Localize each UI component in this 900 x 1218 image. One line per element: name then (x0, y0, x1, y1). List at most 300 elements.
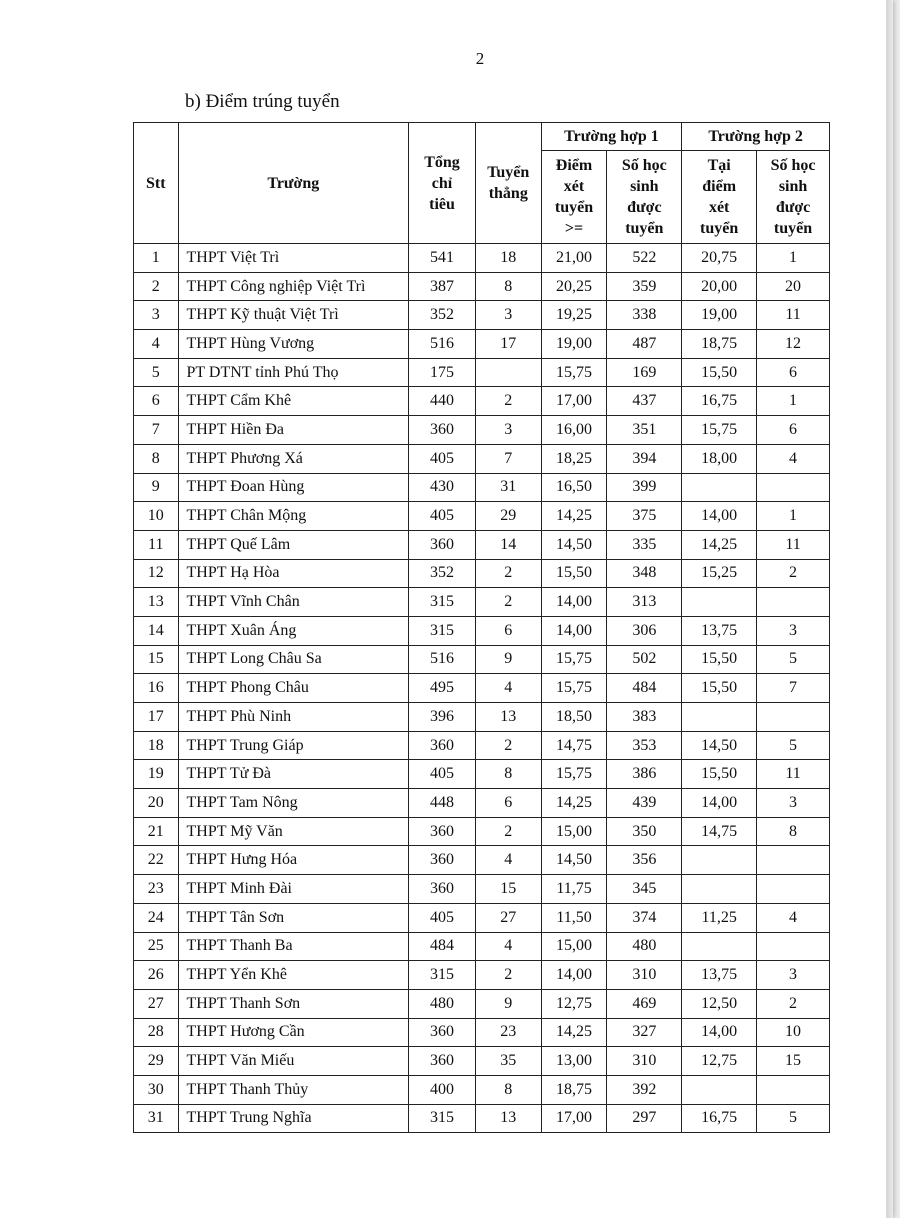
cell-case1-count: 437 (607, 387, 682, 416)
cell-case1-score: 15,75 (541, 674, 607, 703)
cell-total-quota: 360 (409, 875, 476, 904)
table-row (134, 645, 830, 674)
cell-case1-count: 306 (607, 616, 682, 645)
cell-case2-score: 18,00 (682, 444, 757, 473)
header-line: sinh (778, 178, 808, 195)
cell-case1-score: 21,00 (541, 244, 607, 273)
cell-case1-score: 18,75 (541, 1075, 607, 1104)
cell-direct-admission: 3 (475, 416, 541, 445)
cell-case2-score (682, 932, 757, 961)
cell-total-quota: 360 (409, 530, 476, 559)
table-row (134, 272, 830, 301)
cell-case1-score: 15,75 (541, 760, 607, 789)
cell-school: THPT Thanh Thủy (178, 1075, 409, 1104)
cell-case1-score: 15,75 (541, 358, 607, 387)
cell-stt: 4 (134, 330, 179, 359)
cell-case2-count: 2 (757, 559, 830, 588)
cell-case2-count (757, 875, 830, 904)
cell-case2-count: 4 (757, 444, 830, 473)
cell-case1-count: 338 (607, 301, 682, 330)
header-line: xét (708, 199, 730, 216)
cell-case2-score: 19,00 (682, 301, 757, 330)
table-row (134, 674, 830, 703)
cell-school: THPT Xuân Áng (178, 616, 409, 645)
cell-stt: 15 (134, 645, 179, 674)
cell-case2-score (682, 875, 757, 904)
cell-case2-count: 4 (757, 903, 830, 932)
cell-case1-score: 19,25 (541, 301, 607, 330)
cell-stt: 16 (134, 674, 179, 703)
cell-school: THPT Hùng Vương (178, 330, 409, 359)
cell-stt: 18 (134, 731, 179, 760)
cell-direct-admission: 8 (475, 760, 541, 789)
cell-direct-admission: 31 (475, 473, 541, 502)
cell-case1-score: 19,00 (541, 330, 607, 359)
header-case1-score (541, 151, 607, 244)
cell-school: PT DTNT tỉnh Phú Thọ (178, 358, 409, 387)
table-row (134, 358, 830, 387)
cell-stt: 1 (134, 244, 179, 273)
header-line: được (775, 199, 811, 216)
cell-total-quota: 315 (409, 961, 476, 990)
cell-stt: 29 (134, 1047, 179, 1076)
cell-case2-count (757, 932, 830, 961)
cell-case1-count: 469 (607, 989, 682, 1018)
cell-total-quota: 541 (409, 244, 476, 273)
cell-total-quota: 495 (409, 674, 476, 703)
cell-total-quota: 360 (409, 731, 476, 760)
cell-case2-score (682, 473, 757, 502)
cell-direct-admission: 6 (475, 789, 541, 818)
cell-case2-score: 12,50 (682, 989, 757, 1018)
cell-case1-score: 14,25 (541, 789, 607, 818)
cell-school: THPT Trung Nghĩa (178, 1104, 409, 1133)
cell-case1-count: 399 (607, 473, 682, 502)
cell-case2-count (757, 1075, 830, 1104)
cell-case2-count: 12 (757, 330, 830, 359)
cell-direct-admission (475, 358, 541, 387)
table-row (134, 817, 830, 846)
cell-direct-admission: 27 (475, 903, 541, 932)
cell-case1-count: 345 (607, 875, 682, 904)
cell-stt: 11 (134, 530, 179, 559)
cell-case2-score: 15,75 (682, 416, 757, 445)
cell-case2-score: 14,75 (682, 817, 757, 846)
cell-case1-score: 18,25 (541, 444, 607, 473)
cell-case2-score: 20,75 (682, 244, 757, 273)
cell-school: THPT Hương Cần (178, 1018, 409, 1047)
table-row (134, 1018, 830, 1047)
cell-stt: 6 (134, 387, 179, 416)
cell-direct-admission: 13 (475, 703, 541, 732)
header-direct-admission-line: thẳng (488, 185, 528, 202)
cell-direct-admission: 3 (475, 301, 541, 330)
cell-total-quota: 360 (409, 846, 476, 875)
table-row (134, 473, 830, 502)
cell-case2-count (757, 846, 830, 875)
cell-direct-admission: 2 (475, 961, 541, 990)
header-line: tuyển (773, 220, 813, 237)
cell-school: THPT Quế Lâm (178, 530, 409, 559)
cell-case1-count: 327 (607, 1018, 682, 1047)
table-row (134, 330, 830, 359)
header-line: tuyển (625, 220, 664, 237)
cell-case1-count: 502 (607, 645, 682, 674)
cell-school: THPT Đoan Hùng (178, 473, 409, 502)
cell-direct-admission: 9 (475, 645, 541, 674)
cell-school: THPT Kỹ thuật Việt Trì (178, 301, 409, 330)
header-case2-count (757, 151, 830, 244)
table-row (134, 244, 830, 273)
header-line: >= (564, 220, 584, 237)
cell-school: THPT Việt Trì (178, 244, 409, 273)
cell-case1-count: 356 (607, 846, 682, 875)
cell-direct-admission: 4 (475, 674, 541, 703)
cell-case2-count: 5 (757, 645, 830, 674)
cell-stt: 27 (134, 989, 179, 1018)
cell-school: THPT Minh Đài (178, 875, 409, 904)
cell-school: THPT Cẩm Khê (178, 387, 409, 416)
table-row (134, 301, 830, 330)
header-line: xét (563, 178, 585, 195)
cell-total-quota: 352 (409, 301, 476, 330)
cell-case2-count: 1 (757, 244, 830, 273)
cell-case2-score: 14,00 (682, 502, 757, 531)
cell-direct-admission: 14 (475, 530, 541, 559)
cell-case2-score: 18,75 (682, 330, 757, 359)
header-line: Số học (621, 157, 667, 174)
cell-case2-count: 6 (757, 358, 830, 387)
cell-school: THPT Hiền Đa (178, 416, 409, 445)
cell-case2-score: 14,00 (682, 789, 757, 818)
cell-school: THPT Công nghiệp Việt Trì (178, 272, 409, 301)
cell-case1-score: 14,00 (541, 616, 607, 645)
cell-case2-count: 15 (757, 1047, 830, 1076)
cell-total-quota: 516 (409, 330, 476, 359)
header-total-quota-line: chỉ (431, 174, 453, 192)
cell-case2-score: 14,00 (682, 1018, 757, 1047)
table-row (134, 961, 830, 990)
table-row (134, 846, 830, 875)
cell-direct-admission: 18 (475, 244, 541, 273)
cell-case2-count: 20 (757, 272, 830, 301)
cell-direct-admission: 2 (475, 731, 541, 760)
cell-school: THPT Tân Sơn (178, 903, 409, 932)
cell-case1-count: 335 (607, 530, 682, 559)
table-row (134, 588, 830, 617)
table-row (134, 444, 830, 473)
cell-total-quota: 448 (409, 789, 476, 818)
cell-direct-admission: 17 (475, 330, 541, 359)
cell-case1-count: 353 (607, 731, 682, 760)
cell-case2-count: 2 (757, 989, 830, 1018)
header-line: tuyển (554, 199, 594, 216)
page-edge (886, 0, 893, 1218)
cell-case1-score: 15,50 (541, 559, 607, 588)
cell-stt: 9 (134, 473, 179, 502)
cell-case2-score: 14,50 (682, 731, 757, 760)
cell-stt: 30 (134, 1075, 179, 1104)
cell-case1-score: 14,25 (541, 1018, 607, 1047)
cell-stt: 12 (134, 559, 179, 588)
table-row (134, 1104, 830, 1133)
cell-case2-count (757, 588, 830, 617)
cell-stt: 7 (134, 416, 179, 445)
cell-case1-score: 11,75 (541, 875, 607, 904)
cell-case1-count: 487 (607, 330, 682, 359)
cell-total-quota: 405 (409, 444, 476, 473)
cell-total-quota: 405 (409, 760, 476, 789)
cell-school: THPT Trung Giáp (178, 731, 409, 760)
cell-total-quota: 352 (409, 559, 476, 588)
cell-stt: 23 (134, 875, 179, 904)
cell-total-quota: 360 (409, 416, 476, 445)
cell-case1-score: 16,50 (541, 473, 607, 502)
table-row (134, 789, 830, 818)
cell-total-quota: 405 (409, 903, 476, 932)
cell-stt: 8 (134, 444, 179, 473)
cell-direct-admission: 13 (475, 1104, 541, 1133)
header-line: được (627, 199, 662, 216)
table-body (134, 244, 830, 1133)
header-line: Số học (770, 157, 816, 174)
cell-case2-score: 13,75 (682, 616, 757, 645)
cell-case1-count: 484 (607, 674, 682, 703)
cell-total-quota: 400 (409, 1075, 476, 1104)
cell-case1-score: 15,00 (541, 932, 607, 961)
cell-case1-score: 18,50 (541, 703, 607, 732)
cell-school: THPT Yển Khê (178, 961, 409, 990)
cell-case2-score: 14,25 (682, 530, 757, 559)
cell-case1-count: 522 (607, 244, 682, 273)
table-row (134, 989, 830, 1018)
cell-case1-count: 383 (607, 703, 682, 732)
cell-total-quota: 440 (409, 387, 476, 416)
cell-stt: 3 (134, 301, 179, 330)
cell-total-quota: 430 (409, 473, 476, 502)
cell-school: THPT Hưng Hóa (178, 846, 409, 875)
cell-case1-count: 386 (607, 760, 682, 789)
cell-case2-score: 15,50 (682, 674, 757, 703)
cell-case2-score: 20,00 (682, 272, 757, 301)
header-stt: Stt (134, 123, 179, 244)
cell-total-quota: 315 (409, 588, 476, 617)
cell-case1-count: 375 (607, 502, 682, 531)
header-direct-admission-line: Tuyển (487, 164, 530, 181)
cell-case2-count: 1 (757, 387, 830, 416)
cell-stt: 25 (134, 932, 179, 961)
cell-case2-score (682, 588, 757, 617)
cell-case2-count: 3 (757, 789, 830, 818)
table-row (134, 1075, 830, 1104)
cell-direct-admission: 2 (475, 817, 541, 846)
table-row (134, 387, 830, 416)
cell-total-quota: 387 (409, 272, 476, 301)
cell-case1-score: 15,75 (541, 645, 607, 674)
cell-case1-count: 313 (607, 588, 682, 617)
table-row (134, 1047, 830, 1076)
cell-case2-score: 15,50 (682, 358, 757, 387)
cell-case1-score: 14,75 (541, 731, 607, 760)
cell-case2-score (682, 846, 757, 875)
cell-case1-count: 350 (607, 817, 682, 846)
cell-case2-score: 12,75 (682, 1047, 757, 1076)
cell-case2-count: 6 (757, 416, 830, 445)
table-row (134, 502, 830, 531)
cell-school: THPT Hạ Hòa (178, 559, 409, 588)
cell-case2-count (757, 703, 830, 732)
cell-case1-count: 394 (607, 444, 682, 473)
cell-school: THPT Thanh Ba (178, 932, 409, 961)
cell-stt: 31 (134, 1104, 179, 1133)
cell-case1-score: 13,00 (541, 1047, 607, 1076)
table-row (134, 875, 830, 904)
cell-direct-admission: 7 (475, 444, 541, 473)
header-case2-score (682, 151, 757, 244)
cell-school: THPT Phương Xá (178, 444, 409, 473)
cell-direct-admission: 9 (475, 989, 541, 1018)
header-total-quota (409, 123, 476, 244)
cell-school: THPT Long Châu Sa (178, 645, 409, 674)
cell-case2-score: 13,75 (682, 961, 757, 990)
admission-scores-table (133, 122, 830, 1133)
cell-case2-count: 10 (757, 1018, 830, 1047)
cell-case1-score: 12,75 (541, 989, 607, 1018)
cell-case2-count: 11 (757, 301, 830, 330)
cell-case2-count: 3 (757, 961, 830, 990)
cell-case1-count: 374 (607, 903, 682, 932)
cell-case2-score: 15,50 (682, 760, 757, 789)
cell-case2-score: 11,25 (682, 903, 757, 932)
cell-case2-count (757, 473, 830, 502)
cell-case2-score: 16,75 (682, 1104, 757, 1133)
header-total-quota-line: Tổng (424, 153, 460, 171)
cell-direct-admission: 29 (475, 502, 541, 531)
table-row (134, 760, 830, 789)
cell-stt: 5 (134, 358, 179, 387)
header-case1-count (607, 151, 682, 244)
cell-school: THPT Phù Ninh (178, 703, 409, 732)
cell-case1-score: 17,00 (541, 1104, 607, 1133)
table-row (134, 903, 830, 932)
cell-school: THPT Chân Mộng (178, 502, 409, 531)
cell-stt: 24 (134, 903, 179, 932)
cell-case2-score: 15,50 (682, 645, 757, 674)
table-row (134, 703, 830, 732)
cell-stt: 13 (134, 588, 179, 617)
cell-total-quota: 175 (409, 358, 476, 387)
cell-case1-score: 14,00 (541, 588, 607, 617)
cell-case1-count: 348 (607, 559, 682, 588)
cell-total-quota: 516 (409, 645, 476, 674)
cell-case2-count: 3 (757, 616, 830, 645)
cell-case1-score: 16,00 (541, 416, 607, 445)
cell-case1-score: 11,50 (541, 903, 607, 932)
cell-case2-count: 5 (757, 731, 830, 760)
cell-case1-count: 359 (607, 272, 682, 301)
cell-direct-admission: 6 (475, 616, 541, 645)
cell-case2-score: 16,75 (682, 387, 757, 416)
cell-total-quota: 360 (409, 817, 476, 846)
cell-direct-admission: 35 (475, 1047, 541, 1076)
cell-total-quota: 360 (409, 1047, 476, 1076)
cell-stt: 20 (134, 789, 179, 818)
cell-case1-count: 310 (607, 961, 682, 990)
cell-direct-admission: 23 (475, 1018, 541, 1047)
cell-case2-count: 1 (757, 502, 830, 531)
cell-total-quota: 315 (409, 1104, 476, 1133)
cell-direct-admission: 8 (475, 1075, 541, 1104)
cell-direct-admission: 8 (475, 272, 541, 301)
cell-direct-admission: 15 (475, 875, 541, 904)
header-direct-admission (475, 123, 541, 244)
cell-stt: 26 (134, 961, 179, 990)
cell-direct-admission: 2 (475, 559, 541, 588)
cell-total-quota: 484 (409, 932, 476, 961)
header-line: tuyển (700, 220, 739, 237)
cell-case2-count: 5 (757, 1104, 830, 1133)
header-line: điểm (702, 178, 737, 195)
cell-total-quota: 480 (409, 989, 476, 1018)
table-row (134, 731, 830, 760)
cell-direct-admission: 2 (475, 588, 541, 617)
table-row (134, 559, 830, 588)
header-line: Tại (707, 157, 731, 174)
table-row (134, 616, 830, 645)
cell-total-quota: 405 (409, 502, 476, 531)
cell-case1-score: 15,00 (541, 817, 607, 846)
cell-stt: 2 (134, 272, 179, 301)
cell-case1-score: 14,50 (541, 530, 607, 559)
cell-stt: 22 (134, 846, 179, 875)
cell-school: THPT Tam Nông (178, 789, 409, 818)
cell-stt: 10 (134, 502, 179, 531)
cell-school: THPT Thanh Sơn (178, 989, 409, 1018)
cell-case1-count: 310 (607, 1047, 682, 1076)
header-school: Trường (178, 123, 409, 244)
cell-stt: 28 (134, 1018, 179, 1047)
header-line: Điểm (555, 157, 593, 174)
cell-case2-score (682, 703, 757, 732)
cell-total-quota: 396 (409, 703, 476, 732)
cell-direct-admission: 4 (475, 846, 541, 875)
page-number: 2 (475, 49, 485, 68)
cell-case2-count: 8 (757, 817, 830, 846)
cell-case1-score: 14,25 (541, 502, 607, 531)
cell-case1-count: 169 (607, 358, 682, 387)
cell-case1-count: 392 (607, 1075, 682, 1104)
cell-case2-count: 7 (757, 674, 830, 703)
cell-case2-score: 15,25 (682, 559, 757, 588)
cell-case1-count: 439 (607, 789, 682, 818)
cell-case2-count: 11 (757, 530, 830, 559)
cell-stt: 19 (134, 760, 179, 789)
cell-stt: 21 (134, 817, 179, 846)
table-row (134, 416, 830, 445)
cell-case1-score: 20,25 (541, 272, 607, 301)
table-row (134, 530, 830, 559)
header-total-quota-line: tiêu (429, 195, 455, 213)
cell-case1-count: 297 (607, 1104, 682, 1133)
cell-case1-score: 14,50 (541, 846, 607, 875)
cell-school: THPT Vĩnh Chân (178, 588, 409, 617)
cell-stt: 14 (134, 616, 179, 645)
cell-school: THPT Văn Miếu (178, 1047, 409, 1076)
cell-total-quota: 360 (409, 1018, 476, 1047)
cell-school: THPT Tử Đà (178, 760, 409, 789)
table-row (134, 932, 830, 961)
cell-direct-admission: 4 (475, 932, 541, 961)
